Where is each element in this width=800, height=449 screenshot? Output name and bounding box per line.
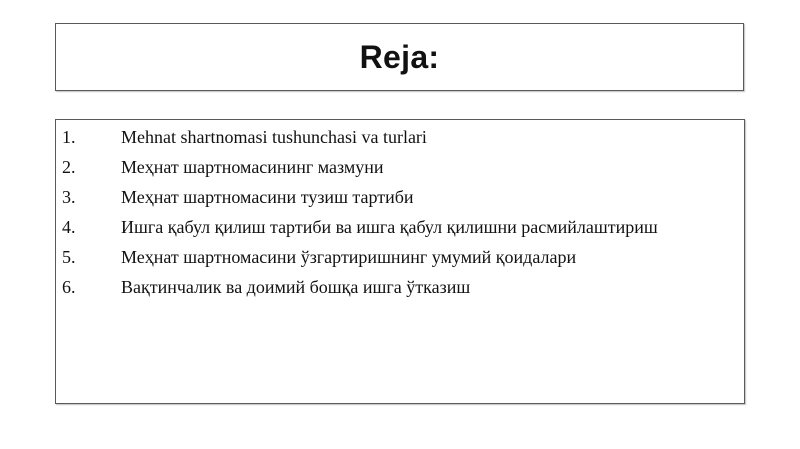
slide-title: Reja: [359,38,440,75]
list-item-text: Вақтинчалик ва доимий бошқа ишга ўтказиш [121,277,471,297]
list-item-text: Меҳнат шартномасини ўзгартиришнинг умумий қоидалари [121,247,577,267]
list-item-text: Mehnat shartnomasi tushunchasi va turlari [121,127,427,147]
list-item [62,152,738,182]
list-item-text: Меҳнат шартномасини тузиш тартиби [121,187,414,207]
title-box [55,23,744,91]
list-item-number: 5. [62,247,76,267]
list-item-number: 2. [62,157,76,177]
list-item [62,122,738,152]
plan-list [62,122,738,302]
list-item-text: Ишга қабул қилиш тартиби ва ишга қабул қилишни расмийлаштириш [121,217,658,237]
list-item-number: 1. [62,127,76,147]
list-item-text: Меҳнат шартномасининг мазмуни [121,157,384,177]
plan-list-box [55,119,745,404]
list-item-number: 3. [62,187,76,207]
list-item [62,242,738,272]
list-item [62,272,738,302]
list-item [62,212,738,242]
list-item [62,182,738,212]
list-item-number: 4. [62,217,76,237]
list-item-number: 6. [62,277,76,297]
